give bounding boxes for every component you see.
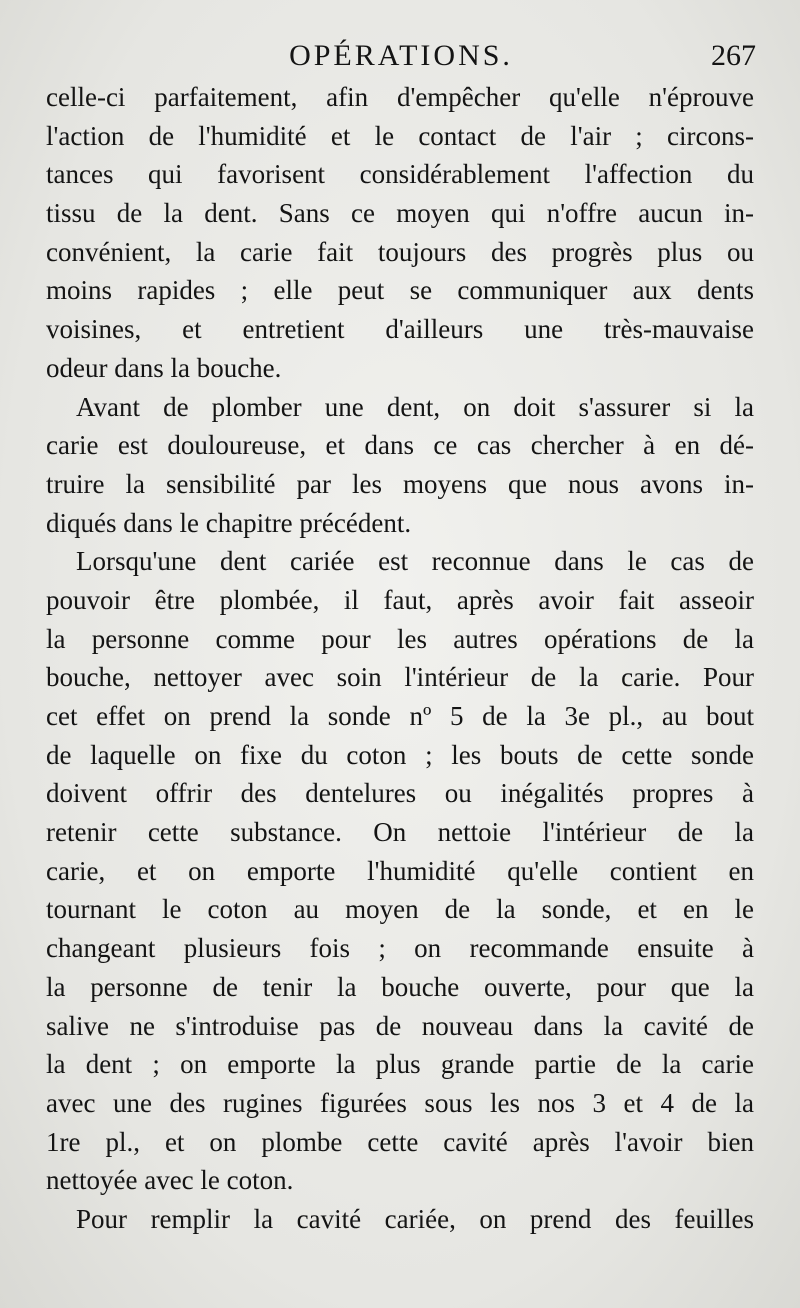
text-line: voisines, et entretient d'ailleurs une très-mauvaise [46, 314, 754, 345]
text-line: moins rapides ; elle peut se communiquer aux dents [46, 275, 754, 306]
text-line: pouvoir être plombée, il faut, après avoir fait asseoir [46, 584, 754, 615]
text-line: cet effet on prend la sonde nº 5 de la 3e pl., au bout [46, 701, 754, 731]
body-text [46, 78, 754, 1239]
running-head: OPÉRATIONS. [289, 39, 513, 72]
text-line: la personne comme pour les autres opérations de la [46, 623, 754, 654]
text-line: l'action de l'humidité et le contact de l'air ; circons- [46, 120, 754, 151]
text-line: nettoyée avec le coton. [46, 1165, 294, 1196]
text-line: doivent offrir des dentelures ou inégalités propres à [46, 778, 754, 809]
text-line: retenir cette substance. On nettoie l'intérieur de la [46, 817, 754, 848]
text-line: Lorsqu'une dent cariée est reconnue dans le cas de [76, 546, 754, 577]
text-line: odeur dans la bouche. [46, 352, 282, 383]
text-line: bouche, nettoyer avec soin l'intérieur de la carie. Pour [46, 662, 754, 693]
text-line: Avant de plomber une dent, on doit s'assurer si la [76, 391, 754, 422]
text-line: changeant plusieurs fois ; on recommande ensuite à [46, 933, 754, 964]
text-line: tissu de la dent. Sans ce moyen qui n'offre aucun in- [46, 198, 754, 229]
text-line: diqués dans le chapitre précédent. [46, 507, 412, 538]
text-line: salive ne s'introduise pas de nouveau dans la cavité de [46, 1010, 754, 1041]
text-line: carie, et on emporte l'humidité qu'elle contient en [46, 855, 754, 886]
text-line: truire la sensibilité par les moyens que nous avons in- [46, 468, 754, 499]
text-line: tances qui favorisent considérablement l'affection du [46, 159, 754, 190]
page-header [46, 36, 756, 76]
text-line: la dent ; on emporte la plus grande partie de la carie [46, 1049, 754, 1080]
page-number: 267 [711, 39, 756, 72]
text-line: Pour remplir la cavité cariée, on prend des feuilles [76, 1203, 754, 1234]
text-line: tournant le coton au moyen de la sonde, et en le [46, 894, 754, 925]
text-line: 1re pl., et on plombe cette cavité après l'avoir bien [46, 1126, 754, 1157]
text-line: celle-ci parfaitement, afin d'empêcher qu'elle n'éprouve [46, 82, 754, 112]
text-line: convénient, la carie fait toujours des progrès plus ou [46, 236, 754, 267]
text-line: de laquelle on fixe du coton ; les bouts de cette sonde [46, 739, 754, 770]
text-line: avec une des rugines figurées sous les nos 3 et 4 de la [46, 1087, 754, 1118]
text-line: la personne de tenir la bouche ouverte, pour que la [46, 971, 754, 1002]
text-line: carie est douloureuse, et dans ce cas chercher à en dé- [46, 430, 754, 461]
